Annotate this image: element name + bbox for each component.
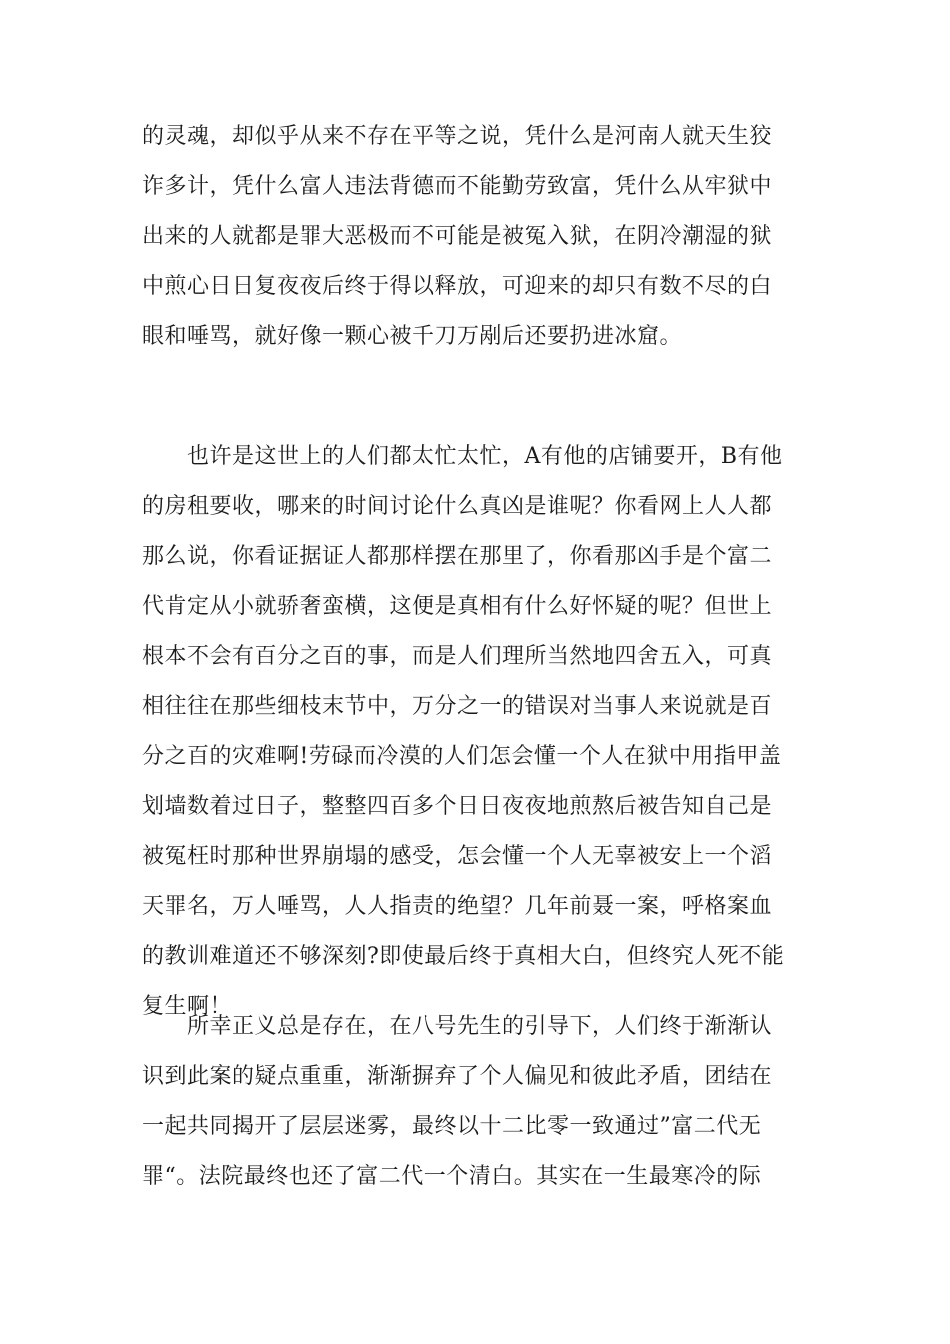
text-line: 被冤枉时那种世界崩塌的感受，怎会懂一个人无辜被安上一个滔 xyxy=(142,844,773,869)
text-line: 诈多计，凭什么富人违法背德而不能勤劳致富，凭什么从牢狱中 xyxy=(142,174,773,199)
paragraph-3 xyxy=(142,1002,812,1202)
text-line: 一起共同揭开了层层迷雾，最终以十二比零一致通过”富二代无 xyxy=(142,1114,762,1139)
text-line: 天罪名，万人唾骂，人人指责的绝望？几年前聂一案，呼格案血 xyxy=(142,894,773,919)
text-line: 划墙数着过日子，整整四百多个日日夜夜地煎熬后被告知自己是 xyxy=(142,794,773,819)
text-line: 中煎心日日复夜夜后终于得以释放，可迎来的却只有数不尽的白 xyxy=(142,274,773,299)
text-line: 眼和唾骂，就好像一颗心被千刀万剐后还要扔进冰窟。 xyxy=(142,324,683,349)
paragraph-1 xyxy=(142,112,812,362)
text-line: 分之百的灾难啊!劳碌而冷漠的人们怎会懂一个人在狱中用指甲盖 xyxy=(142,744,782,769)
text-line: 根本不会有百分之百的事，而是人们理所当然地四舍五入，可真 xyxy=(142,644,773,669)
text-line: 的教训难道还不够深刻?即使最后终于真相大白，但终究人死不能 xyxy=(142,944,785,969)
text-line: 所幸正义总是存在，在八号先生的引导下，人们终于渐渐认 xyxy=(142,1014,773,1039)
text-line: 出来的人就都是罪大恶极而不可能是被冤入狱，在阴冷潮湿的狱 xyxy=(142,224,773,249)
text-line: 罪“。法院最终也还了富二代一个清白。其实在一生最寒冷的际 xyxy=(142,1164,762,1189)
text-line: 也许是这世上的人们都太忙太忙，A有他的店铺要开，B有他 xyxy=(142,444,783,469)
paragraph-2 xyxy=(142,432,812,1032)
text-line: 的房租要收，哪来的时间讨论什么真凶是谁呢？你看网上人人都 xyxy=(142,494,773,519)
text-line: 代肯定从小就骄奢蛮横，这便是真相有什么好怀疑的呢？但世上 xyxy=(142,594,773,619)
text-line: 相往往在那些细枝末节中，万分之一的错误对当事人来说就是百 xyxy=(142,694,773,719)
text-line: 识到此案的疑点重重，渐渐摒弃了个人偏见和彼此矛盾，团结在 xyxy=(142,1064,773,1089)
text-line: 复生啊！ xyxy=(142,994,233,1019)
text-line: 的灵魂，却似乎从来不存在平等之说，凭什么是河南人就天生狡 xyxy=(142,124,773,149)
text-line: 那么说，你看证据证人都那样摆在那里了，你看那凶手是个富二 xyxy=(142,544,773,569)
